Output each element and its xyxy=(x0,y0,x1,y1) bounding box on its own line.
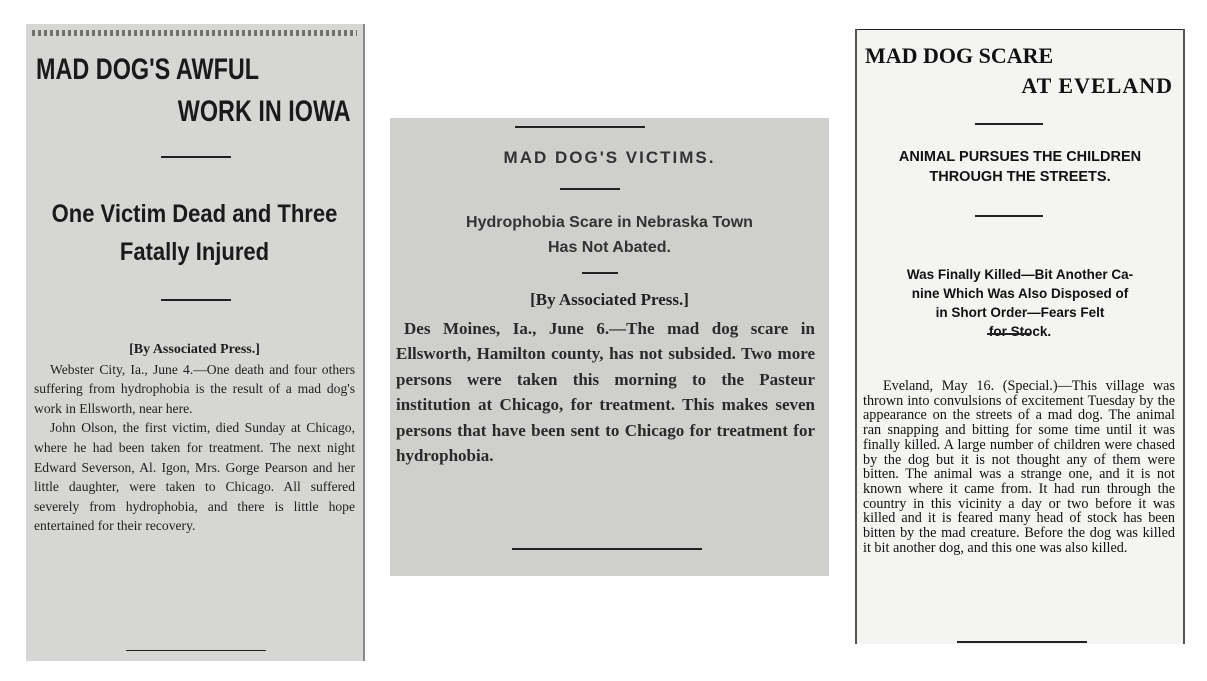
newspaper-clipping-nebraska xyxy=(390,118,829,576)
article-body xyxy=(863,379,1175,555)
subhead-line-1: One Victim Dead and Three xyxy=(51,200,338,228)
deck xyxy=(863,265,1177,341)
headline: MAD DOG'S VICTIMS. xyxy=(503,148,716,167)
headline-line-2: AT EVELAND xyxy=(1021,73,1173,98)
subhead-line-2: Has Not Abated. xyxy=(548,239,671,256)
divider-rule xyxy=(515,126,645,128)
divider-rule xyxy=(957,641,1087,643)
subhead-line-1: ANIMAL PURSUES THE CHILDREN xyxy=(898,149,1142,165)
deck-line-3: in Short Order—Fears Felt xyxy=(935,305,1105,320)
byline: [By Associated Press.] xyxy=(530,290,689,309)
divider-rule xyxy=(512,548,702,550)
top-border xyxy=(857,29,1183,30)
divider-rule xyxy=(975,123,1043,125)
article-paragraph: John Olson, the first victim, died Sunday at Chicago, where he had been taken for treatment. The next night Edward Severson, Al. Igon, Mrs. Gorge Pearson and her little daughter, were taken to Chicago. All suffered severely from hydrophobia, and there is little hope entertained for their recovery. xyxy=(34,420,355,534)
divider-rule xyxy=(987,333,1031,335)
divider-rule xyxy=(161,156,231,158)
headline-line-1: MAD DOG SCARE xyxy=(865,43,1054,68)
divider-rule xyxy=(161,299,231,301)
article-body xyxy=(396,316,815,468)
headline-line-1: MAD DOG'S AWFUL xyxy=(36,53,260,86)
newspaper-clipping-eveland xyxy=(855,29,1185,644)
deck-line-1: Was Finally Killed—Bit Another Ca- xyxy=(906,267,1134,282)
divider-rule xyxy=(582,272,618,274)
subhead-line-2: THROUGH THE STREETS. xyxy=(929,169,1111,185)
article-paragraph: Eveland, May 16. (Special.)—This village was thrown into convulsions of excitement Tuesday by the appearance on the streets of a mad dog. The animal ran snapping and bitting for some time until it was finally killed. A large number of children were chased by the dog but it is not thought any of them were bitten. The animal was a strange one, and it is not known where it came from. It had run through the country in this vicinity a day or two before it was killed and it is feared many head of stock has been bitten by the mad creature. Before the dog was killed it bit another dog, and this one was also killed. xyxy=(863,378,1175,556)
subhead xyxy=(863,147,1177,187)
deck-line-2: nine Which Was Also Disposed of xyxy=(911,286,1129,301)
article-paragraph: Des Moines, Ia., June 6.—The mad dog scare in Ellsworth, Hamilton county, has not subsided. Two more persons were taken this morning to the Pasteur institution at Chicago, for treatment. This makes seven persons that have been sent to Chicago for treatment for hydrophobia. xyxy=(396,319,815,466)
subhead-line-2: Fatally Injured xyxy=(119,238,270,266)
divider-rule xyxy=(560,188,620,190)
subhead xyxy=(410,210,809,260)
headline-line-2: WORK IN IOWA xyxy=(178,95,351,128)
newspaper-clipping-iowa xyxy=(26,24,365,661)
divider-rule xyxy=(126,650,266,651)
top-border-ornament xyxy=(32,30,357,36)
article-body xyxy=(34,340,355,536)
deck-line-4: for Stock. xyxy=(988,324,1052,339)
byline: [By Associated Press.] xyxy=(129,342,260,357)
divider-rule xyxy=(975,215,1043,217)
subhead-line-1: Hydrophobia Scare in Nebraska Town xyxy=(466,214,753,231)
article-paragraph: Webster City, Ia., June 4.—One death and four others suffering from hydrophobia is the result of a mad dog's work in Ellsworth, near here. xyxy=(34,361,355,416)
